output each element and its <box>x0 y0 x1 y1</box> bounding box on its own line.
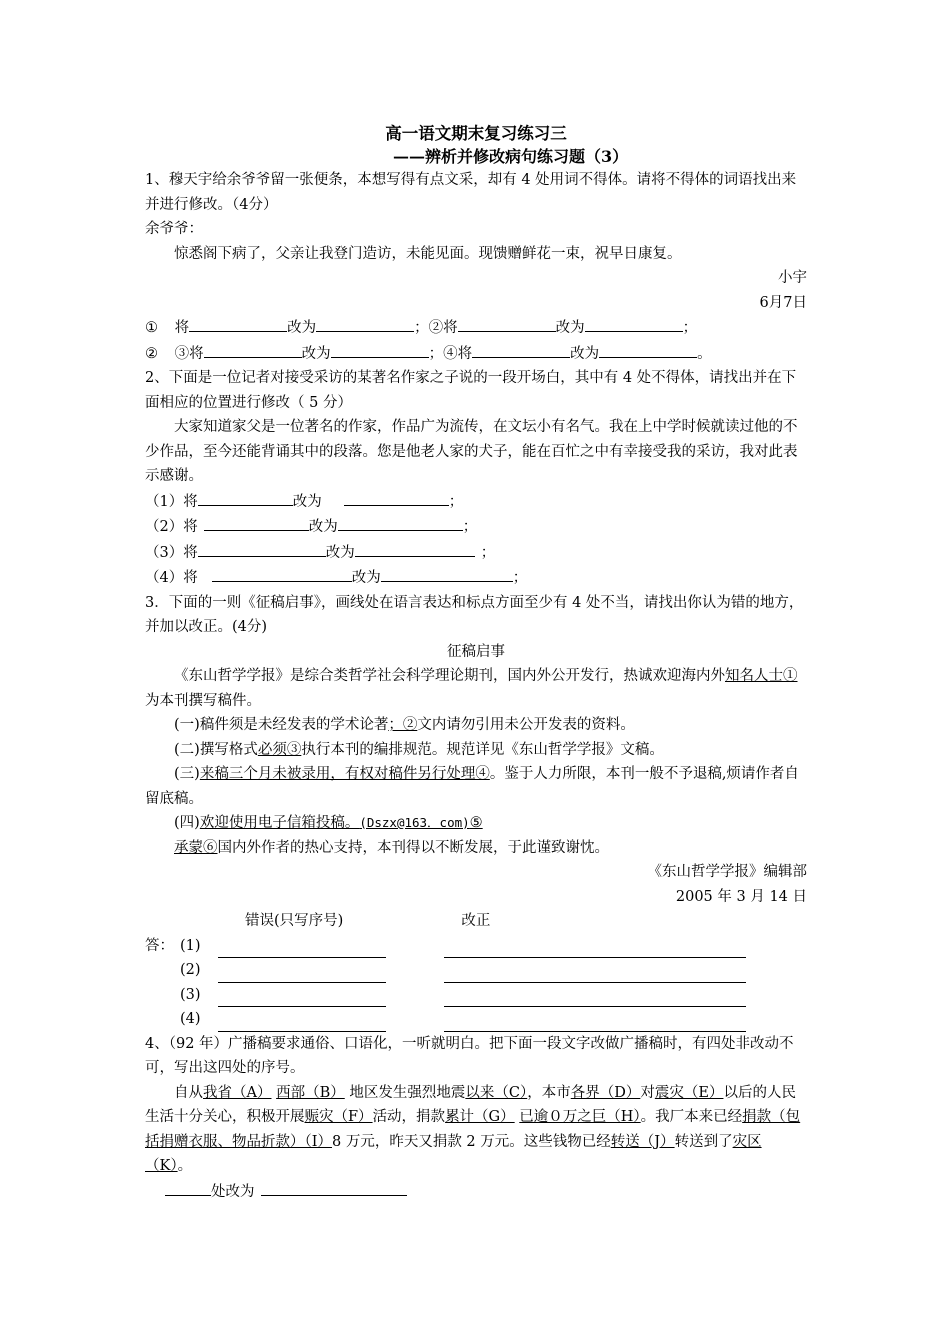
q3-correction-field-1[interactable] <box>444 943 746 958</box>
q3-answer-row-3 <box>145 983 807 1008</box>
q4-item-f: 赈灾（F） <box>304 1109 373 1125</box>
q1-row1-b: 改为 <box>287 320 317 336</box>
q1-signature: 小宇 <box>778 270 807 286</box>
q3-p5-underlined <box>200 815 483 831</box>
q3-row-num-4: (4) <box>180 1011 201 1027</box>
q4-blank-correction[interactable] <box>261 1179 407 1196</box>
q4-blank-position[interactable] <box>165 1179 211 1196</box>
q3-p2-text-b: 文内请勿引用未公开发表的资料。 <box>417 717 635 733</box>
q3-p5-underlined-text: 欢迎使用电子信箱投稿。 <box>199 815 360 831</box>
q1-row1-e: ； <box>682 320 698 336</box>
q4-item-h: 已逾０万之巨（H） <box>519 1109 641 1125</box>
q1-row2-mark: ② <box>145 345 158 362</box>
q1-row2-d: 改为 <box>570 345 600 362</box>
q1-answer-row-2 <box>145 341 807 367</box>
q3-notice-p3 <box>145 738 807 763</box>
q2-prompt: 2、下面是一位记者对接受采访的某著名作家之子说的一段开场白，其中有 4 处不得体，请找出并在下面相应的位置进行修改（ 5 分） <box>145 370 797 411</box>
q2-blank-4b[interactable] <box>381 565 513 582</box>
q1-blank-1[interactable] <box>189 315 287 332</box>
q1-row2-a: ③将 <box>174 345 204 362</box>
q2-line-2-label: （2）将 <box>145 519 198 535</box>
q2-line-2-end: ； <box>462 519 478 535</box>
q3-error-field-3[interactable] <box>218 992 386 1007</box>
q2-line-3-mid: 改为 <box>325 544 355 561</box>
q3-p2-text-a: (一)稿件须是未经发表的学术论著 <box>174 717 389 733</box>
q2-blank-3a[interactable] <box>198 540 326 557</box>
q1-row1-a: 将 <box>174 320 190 336</box>
q3-p1-text-b: 为本刊撰写稿件。 <box>145 692 261 709</box>
q4-item-i: 捐款（包括捐赠衣服、物品折款）（I） <box>145 1109 801 1150</box>
page-title: 高一语文期末复习练习三 <box>385 124 567 143</box>
q4-item-g: 累计（G） <box>445 1109 515 1125</box>
q2-line-3 <box>145 540 807 566</box>
page-subtitle: ——辨析并修改病句练习题（3） <box>393 147 629 166</box>
q2-blank-2b[interactable] <box>338 514 463 531</box>
q3-notice-p6 <box>145 836 807 861</box>
q3-notice-date: 2005 年 3 月 14 日 <box>675 888 807 905</box>
q3-p1-text-a: 《东山哲学学报》是综合类哲学社会科学理论期刊，国内外公开发行，热诚欢迎海内外 <box>174 668 725 684</box>
q2-line-1-end: ； <box>448 493 464 510</box>
q3-p4-underlined: 来稿三个月未被录用，有权对稿件另行处理④ <box>199 766 490 782</box>
q4-item-e: 震灾（E） <box>654 1084 724 1101</box>
q2-passage: 大家知道家父是一位著名的作家，作品广为流传，在文坛小有名气。我在上中学时候就读过他的不少作品，至今还能背诵其中的段落。您是他老人家的犬子，能在百忙之中有幸接受我的采访，我对此表示感谢。 <box>145 419 798 484</box>
q4-item-b: 西部（B） <box>276 1084 345 1101</box>
q4-prompt: 4、（92 年）广播稿要求通俗、口语化，一听就明白。把下面一段文字改做广播稿时，有四处非改动不可，写出这四处的序号。 <box>145 1035 794 1076</box>
q3-row-num-1: (1) <box>180 937 201 954</box>
q3-error-field-4[interactable] <box>218 1017 386 1032</box>
q3-p3-underlined: 必须③ <box>257 741 302 758</box>
q3-correction-field-4[interactable] <box>444 1017 746 1032</box>
q2-line-2-mid: 改为 <box>308 519 338 535</box>
q1-row2-c: ；④将 <box>428 345 473 362</box>
q3-notice-p4 <box>145 762 807 811</box>
q3-p2-underlined: ；② <box>388 717 418 733</box>
q2-line-3-end: ； <box>480 544 496 561</box>
q3-p5-email: (Dszx@163．com) <box>359 815 470 830</box>
q3-answer-row-4 <box>145 1007 807 1032</box>
q1-blank-5[interactable] <box>204 341 302 358</box>
q3-answer-row-1 <box>145 934 807 959</box>
q3-correction-field-3[interactable] <box>444 992 746 1007</box>
q3-answer-label: 答： <box>145 937 174 954</box>
q3-p6-underlined: 承蒙⑥ <box>174 839 218 856</box>
q4-item-k: 灾区（K） <box>145 1133 762 1174</box>
q1-date: 6月7日 <box>759 294 807 311</box>
q1-blank-7[interactable] <box>472 341 570 358</box>
q1-row1-c: ；②将 <box>414 320 458 336</box>
q1-answer-row-1 <box>145 315 807 341</box>
q2-blank-1b[interactable] <box>344 489 449 506</box>
q2-blank-2a[interactable] <box>204 514 309 531</box>
q4-passage: 自从我省（A） 西部（B） 地区发生强烈地震以来（C），本市各界（D）对震灾（E）以后的人民生活十分关心，积极开展赈灾（F）活动，捐款累计（G） 已逾０万之巨（H）。我厂本来已经捐款（包括捐赠衣服、物品折款）（I）8 万元，昨天又捐款 2 万元。这些钱物已经转送（J）转送到了灾区（K）。 <box>145 1084 801 1174</box>
q1-row2-b: 改为 <box>301 345 331 362</box>
q2-blank-1a[interactable] <box>198 489 293 506</box>
q1-note-body: 惊悉阁下病了，父亲让我登门造访，未能见面。现馈赠鲜花一束，祝早日康复。 <box>174 245 682 262</box>
q4-item-a: 我省（A） <box>203 1084 272 1101</box>
q3-notice-p2 <box>145 713 807 738</box>
q3-p1-underlined: 知名人士① <box>725 668 798 684</box>
q3-row-num-3: (3) <box>180 986 201 1003</box>
q4-item-c: 以来（C） <box>465 1084 528 1101</box>
q1-row2-e: 。 <box>697 345 712 362</box>
q1-row1-mark: ① <box>145 320 158 336</box>
q3-col-error: 错误(只写序号) <box>245 913 344 929</box>
q2-line-1-mid: 改为 <box>292 493 322 510</box>
q2-line-4-label: （4）将 <box>145 570 198 586</box>
q3-prompt: 3．下面的一则《征稿启事》，画线处在语言表达和标点方面至少有 4 处不当，请找出你认为错的地方，并加以改正。(4分) <box>145 594 804 635</box>
q3-correction-field-2[interactable] <box>444 968 746 983</box>
q1-blank-2[interactable] <box>316 315 414 332</box>
q3-col-correction: 改正 <box>461 913 491 929</box>
q2-line-2 <box>145 514 807 540</box>
q3-p5-text-a: (四) <box>174 815 200 831</box>
q3-notice-p5 <box>145 811 807 836</box>
q3-error-field-1[interactable] <box>218 943 386 958</box>
q3-notice-sign: 《东山哲学学报》编辑部 <box>647 864 807 880</box>
q3-error-field-2[interactable] <box>218 968 386 983</box>
q3-notice-title: 征稿启事 <box>447 643 505 660</box>
q4-answer-line <box>145 1179 807 1205</box>
q3-answer-row-2 <box>145 958 807 983</box>
q1-blank-8[interactable] <box>599 341 697 358</box>
q1-salutation: 余爷爷： <box>145 221 203 237</box>
q3-p6-text: 国内外作者的热心支持，本刊得以不断发展，于此谨致谢忱。 <box>217 839 609 856</box>
q1-prompt: 1、穆天宇给余爷爷留一张便条，本想写得有点文采，却有 4 处用词不得体。请将不得体的词语找出来并进行修改。（4分） <box>145 172 797 213</box>
q4-item-d: 各界（D） <box>570 1084 641 1101</box>
q2-line-3-label: （3）将 <box>145 544 198 561</box>
q2-line-1-label: （1）将 <box>145 493 198 510</box>
q1-blank-6[interactable] <box>331 341 429 358</box>
q3-notice-p1 <box>145 664 807 713</box>
q3-p3-text-a: (二)撰写格式 <box>174 741 258 758</box>
q2-blank-3b[interactable] <box>355 540 475 557</box>
q4-answer-mid: 处改为 <box>211 1183 255 1200</box>
q1-row1-d: 改为 <box>555 320 585 336</box>
q3-row-num-2: (2) <box>180 962 201 978</box>
q3-p3-text-b: 执行本刊的编排规范。规范详见《东山哲学学报》文稿。 <box>301 741 664 758</box>
worksheet-page <box>145 122 807 1204</box>
q3-answer-header <box>145 909 807 934</box>
q2-line-4 <box>145 565 807 591</box>
q4-item-j: 转送（J） <box>610 1133 675 1150</box>
q1-blank-3[interactable] <box>458 315 556 332</box>
q2-line-4-mid: 改为 <box>351 570 381 586</box>
q2-line-4-end: ； <box>512 570 528 586</box>
q2-line-1 <box>145 489 807 515</box>
q3-p5-mark: ⑤ <box>469 815 483 831</box>
q3-p4-text-a: (三) <box>174 766 200 782</box>
q1-blank-4[interactable] <box>585 315 683 332</box>
q2-blank-4a[interactable] <box>212 565 352 582</box>
q3-p4-text-b: 。鉴于人力所限，本刊一般不予退稿,烦请作者自留底稿。 <box>145 766 799 807</box>
